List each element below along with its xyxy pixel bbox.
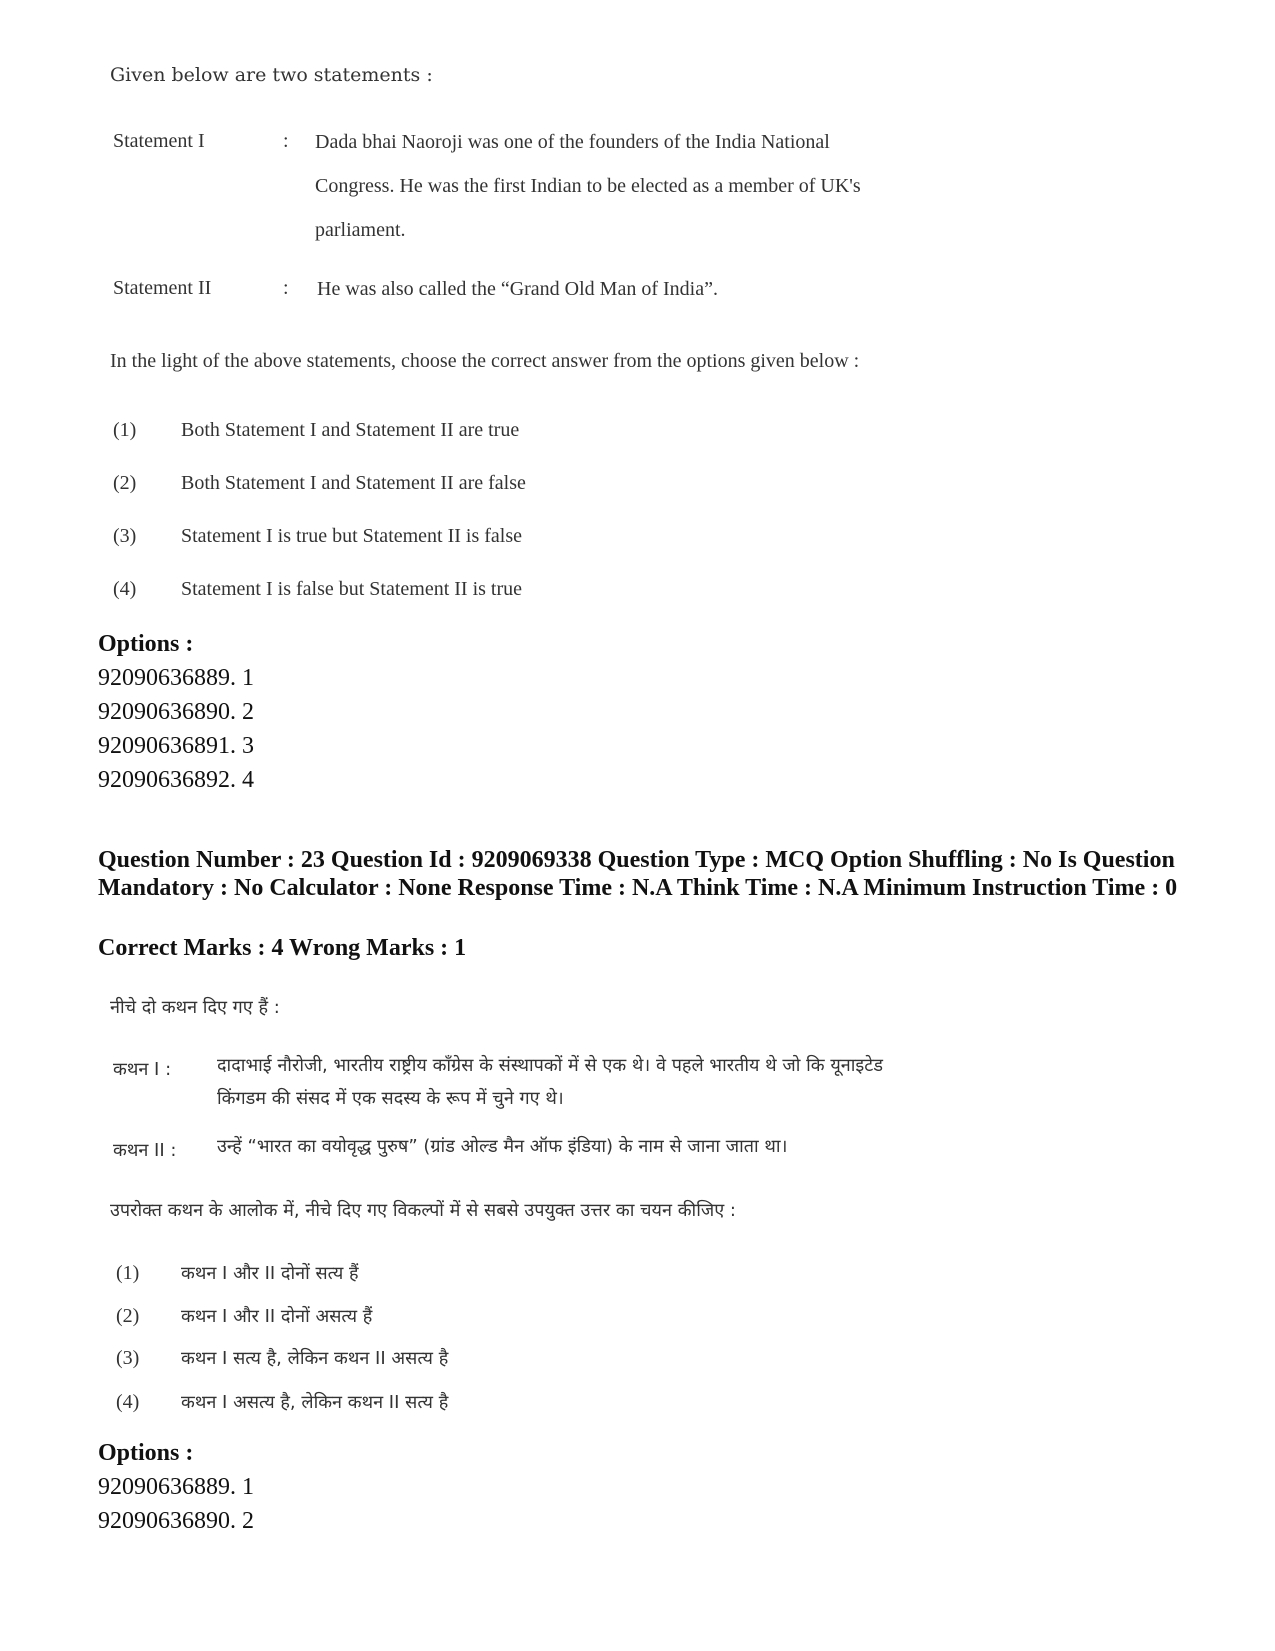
q22-choice-2-text: Both Statement I and Statement II are false	[181, 472, 526, 494]
q23-choice-3-num: (3)	[116, 1347, 140, 1369]
q23-statement1-line1: दादाभाई नौरोजी, भारतीय राष्ट्रीय कॉंग्रेस के संस्थापकों में से एक थे। वे पहले भारतीय थे जो कि यूनाइटेड	[217, 1055, 883, 1076]
q23-choice-2-num: (2)	[116, 1305, 140, 1327]
q22-choice-3-text: Statement I is true but Statement II is false	[181, 525, 523, 547]
q22-choice-1-text: Both Statement I and Statement II are true	[181, 419, 520, 441]
q22-options-heading: Options :	[98, 631, 194, 657]
q23-meta: Question Number : 23 Question Id : 9209069338 Question Type : MCQ Option Shuffling : No Is Question Mandatory : No Calculator : None Response Time : N.A Think Time : N.A Minimum Instruction Time : 0	[98, 847, 1178, 901]
q23-option-2: 92090636890. 2	[98, 1508, 254, 1534]
q23-option-1: 92090636889. 1	[98, 1474, 254, 1500]
q22-choice-3-num: (3)	[113, 525, 137, 547]
q22-statement1-line1: Dada bhai Naoroji was one of the founders of the India National	[315, 131, 830, 153]
q23-choice-2-text: कथन I और II दोनों असत्य हैं	[181, 1306, 373, 1327]
q22-statement1-colon: :	[283, 130, 289, 152]
q22-option-3: 92090636891. 3	[98, 733, 254, 759]
q22-option-2: 92090636890. 2	[98, 699, 254, 725]
q23-choice-4-text: कथन I असत्य है, लेकिन कथन II सत्य है	[181, 1392, 449, 1413]
q23-choice-3-text: कथन I सत्य है, लेकिन कथन II असत्य है	[181, 1348, 449, 1369]
q22-instruction: In the light of the above statements, choose the correct answer from the options given below :	[110, 350, 860, 372]
q22-statement1-label: Statement I	[113, 130, 205, 152]
q23-choice-1-num: (1)	[116, 1262, 140, 1284]
q23-statement1-label: कथन I :	[113, 1059, 172, 1080]
q22-option-1: 92090636889. 1	[98, 665, 254, 691]
q22-choice-4-text: Statement I is false but Statement II is true	[181, 578, 523, 600]
q23-intro: नीचे दो कथन दिए गए हैं :	[110, 997, 280, 1018]
q22-statement1-line3: parliament.	[315, 219, 406, 241]
q23-statement2-label: कथन II :	[113, 1140, 177, 1161]
q22-choice-1-num: (1)	[113, 419, 137, 441]
q22-statement2-text: He was also called the “Grand Old Man of India”.	[317, 278, 718, 300]
q23-statement1-text	[217, 1049, 883, 1115]
q23-statement1-line2: किंगडम की संसद में एक सदस्य के रूप में चुने गए थे।	[217, 1088, 564, 1109]
q22-intro: Given below are two statements :	[110, 64, 433, 86]
q22-statement2-colon: :	[283, 277, 289, 299]
q23-marks: Correct Marks : 4 Wrong Marks : 1	[98, 935, 467, 961]
q22-statement2-label: Statement II	[113, 277, 212, 299]
q22-statement1-text	[315, 120, 861, 252]
q23-statement2-text: उन्हें “भारत का वयोवृद्ध पुरुष” (ग्रांड ओल्ड मैन ऑफ इंडिया) के नाम से जाना जाता था।	[217, 1136, 788, 1157]
q22-statement1-line2: Congress. He was the first Indian to be elected as a member of UK's	[315, 175, 861, 197]
q22-option-4: 92090636892. 4	[98, 767, 254, 793]
q22-choice-2-num: (2)	[113, 472, 137, 494]
q23-choice-4-num: (4)	[116, 1391, 140, 1413]
q23-instruction: उपरोक्त कथन के आलोक में, नीचे दिए गए विकल्पों में से सबसे उपयुक्त उत्तर का चयन कीजिए :	[110, 1200, 736, 1221]
q22-choice-4-num: (4)	[113, 578, 137, 600]
q23-choice-1-text: कथन I और II दोनों सत्य हैं	[181, 1263, 359, 1284]
q23-options-heading: Options :	[98, 1440, 194, 1466]
